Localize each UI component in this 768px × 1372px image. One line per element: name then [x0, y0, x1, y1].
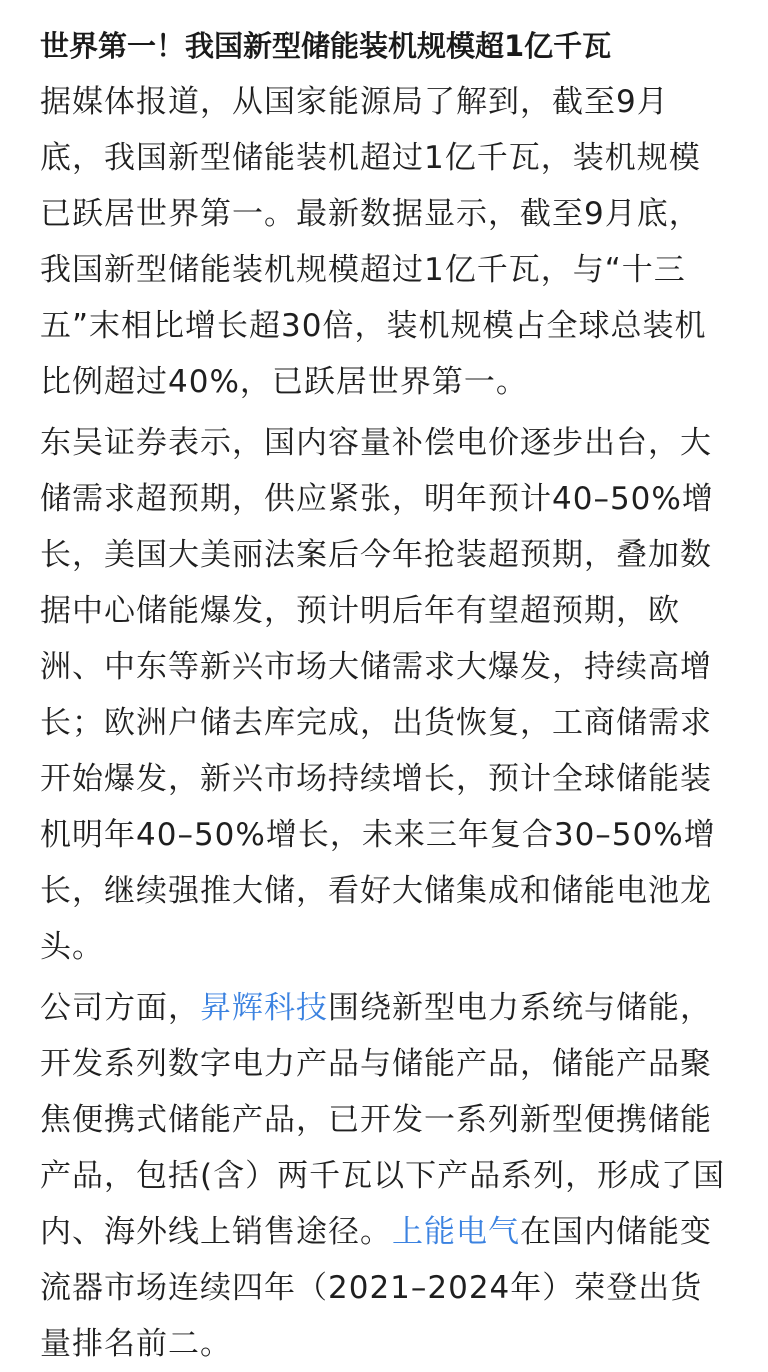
stock-link-shenghui-tech[interactable]: 昇辉科技	[200, 990, 328, 1026]
article-title: 世界第一！我国新型储能装机规模超1亿千瓦	[40, 29, 612, 63]
paragraph-companies	[40, 980, 732, 1372]
stock-link-sineng-electric[interactable]: 上能电气	[392, 1214, 520, 1250]
paragraph-energy-storage-news: 据媒体报道，从国家能源局了解到，截至9月底，我国新型储能装机超过1亿千瓦，装机规模已跃居世界第一。最新数据显示，截至9月底，我国新型储能装机规模超过1亿千瓦，与“十三五”末相比增长超30倍，装机规模占全球总装机比例超过40%，已跃居世界第一。	[40, 84, 707, 400]
paragraph-companies-middle: 围绕新型电力系统与储能，开发系列数字电力产品与储能产品，储能产品聚焦便携式储能产品，已开发一系列新型便携储能产品，包括(含）两千瓦以下产品系列，形成了国内、海外线上销售途径。	[40, 990, 726, 1250]
paragraph-companies-prefix: 公司方面，	[40, 990, 200, 1026]
paragraph-companies-suffix: 在国内储能变流器市场连续四年（2021–2024年）荣登出货量排名前二。	[40, 1214, 712, 1362]
paragraph-analyst-view: 东吴证券表示，国内容量补偿电价逐步出台，大储需求超预期，供应紧张，明年预计40–50%增长，美国大美丽法案后今年抢装超预期，叠加数据中心储能爆发，预计明后年有望超预期，欧洲、中东等新兴市场大储需求大爆发，持续高增长；欧洲户储去库完成，出货恢复，工商储需求开始爆发，新兴市场持续增长，预计全球储能装机明年40–50%增长，未来三年复合30–50%增长，继续强推大储，看好大储集成和储能电池龙头。	[40, 425, 716, 965]
